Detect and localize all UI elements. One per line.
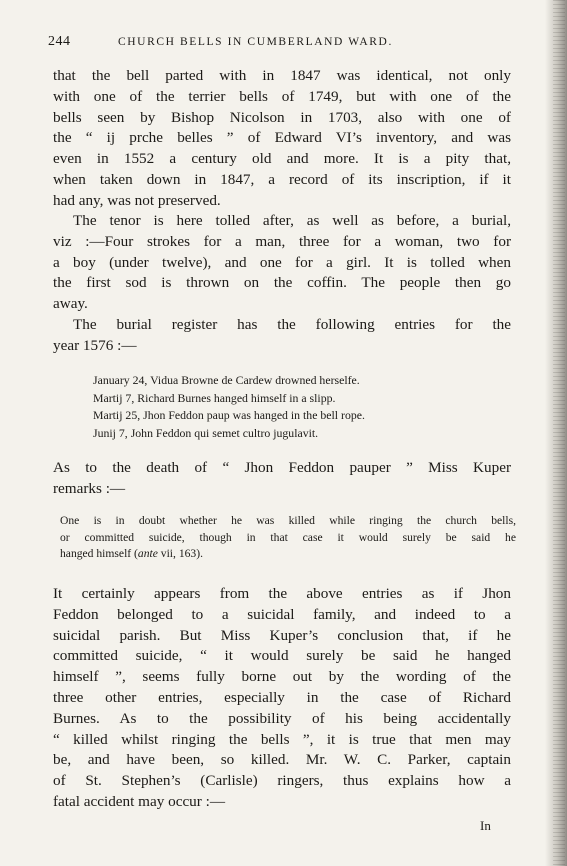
running-head: CHURCH BELLS IN CUMBERLAND WARD. bbox=[118, 36, 393, 48]
text-line: the “ ij prche belles ” of Edward VI’s inventory, and was bbox=[53, 129, 511, 147]
text-line: It certainly appears from the above entries as if Jhon bbox=[53, 585, 511, 602]
quote-text: vii, 163). bbox=[157, 547, 203, 560]
text-line: Feddon belonged to a suicidal family, and indeed to a bbox=[53, 605, 511, 623]
text-line: The tenor is here tolled after, as well as before, a burial, bbox=[73, 212, 511, 229]
text-line: of St. Stephen’s (Carlisle) ringers, thus explains how a bbox=[53, 772, 511, 790]
text-line: even in 1552 a century old and more. It is a pity that, bbox=[53, 150, 511, 168]
paragraph-5 bbox=[53, 584, 511, 813]
register-entry: Martij 7, Richard Burnes hanged himself in a slipp. bbox=[93, 390, 336, 405]
text-line: three other entries, especially in the case of Richard bbox=[53, 688, 511, 706]
text-line: a boy (under twelve), and one for a girl. It is tolled when bbox=[53, 253, 511, 271]
paragraph-4 bbox=[53, 458, 511, 500]
text-line: with one of the terrier bells of 1749, but with one of the bbox=[53, 87, 511, 105]
text-line: when taken down in 1847, a record of its inscription, if it bbox=[53, 170, 511, 188]
text-line: viz :—Four strokes for a man, three for a woman, two for bbox=[53, 232, 511, 250]
text-line: The burial register has the following entries for the bbox=[73, 316, 511, 333]
paragraph-3 bbox=[53, 315, 511, 357]
paragraph-1 bbox=[53, 66, 511, 212]
text-line: remarks :— bbox=[53, 479, 126, 497]
register-entry: Martij 25, Jhon Feddon paup was hanged in the bell rope. bbox=[93, 408, 365, 423]
register-entry: January 24, Vidua Browne de Cardew drowned herselfe. bbox=[93, 373, 360, 387]
text-line: be, and have been, so killed. Mr. W. C. Parker, captain bbox=[53, 751, 511, 769]
page-edge-leaves bbox=[553, 0, 565, 866]
text-line: As to the death of “ Jhon Feddon pauper ” Miss Kuper bbox=[53, 459, 511, 476]
text-line: year 1576 :— bbox=[53, 336, 137, 354]
quote-line: or committed suicide, though in that case it would surely be said he bbox=[60, 530, 516, 544]
quote-line: One is in doubt whether he was killed while ringing the church bells, bbox=[60, 514, 516, 527]
text-line: fatal accident may occur :— bbox=[53, 792, 226, 810]
quote-italic-text: ante bbox=[137, 547, 158, 560]
quote-line bbox=[60, 546, 516, 563]
text-line: “ killed whilst ringing the bells ”, it is true that men may bbox=[53, 730, 511, 748]
text-line: suicidal parish. But Miss Kuper’s conclusion that, if he bbox=[53, 626, 511, 644]
text-line: Burnes. As to the possibility of his being accidentally bbox=[53, 709, 511, 727]
text-line: that the bell parted with in 1847 was identical, not only bbox=[53, 67, 511, 84]
text-line: had any, was not preserved. bbox=[53, 191, 221, 209]
quote-text: hanged himself ( bbox=[60, 547, 138, 560]
text-line: the first sod is thrown on the coffin. The people then go bbox=[53, 274, 511, 292]
register-entry: Junij 7, John Feddon qui semet cultro jugulavit. bbox=[93, 425, 319, 440]
page-header bbox=[48, 34, 518, 54]
text-line: away. bbox=[53, 295, 88, 313]
catchword: In bbox=[480, 818, 491, 833]
text-line: himself ”, seems fully borne out by the wording of the bbox=[53, 668, 511, 686]
kuper-quotation bbox=[60, 513, 516, 563]
paragraph-2 bbox=[53, 211, 511, 315]
text-line: committed suicide, “ it would surely be said he hanged bbox=[53, 647, 511, 665]
burial-register-entries bbox=[93, 372, 493, 442]
text-line: bells seen by Bishop Nicolson in 1703, also with one of bbox=[53, 108, 511, 126]
page-number: 244 bbox=[48, 34, 71, 49]
